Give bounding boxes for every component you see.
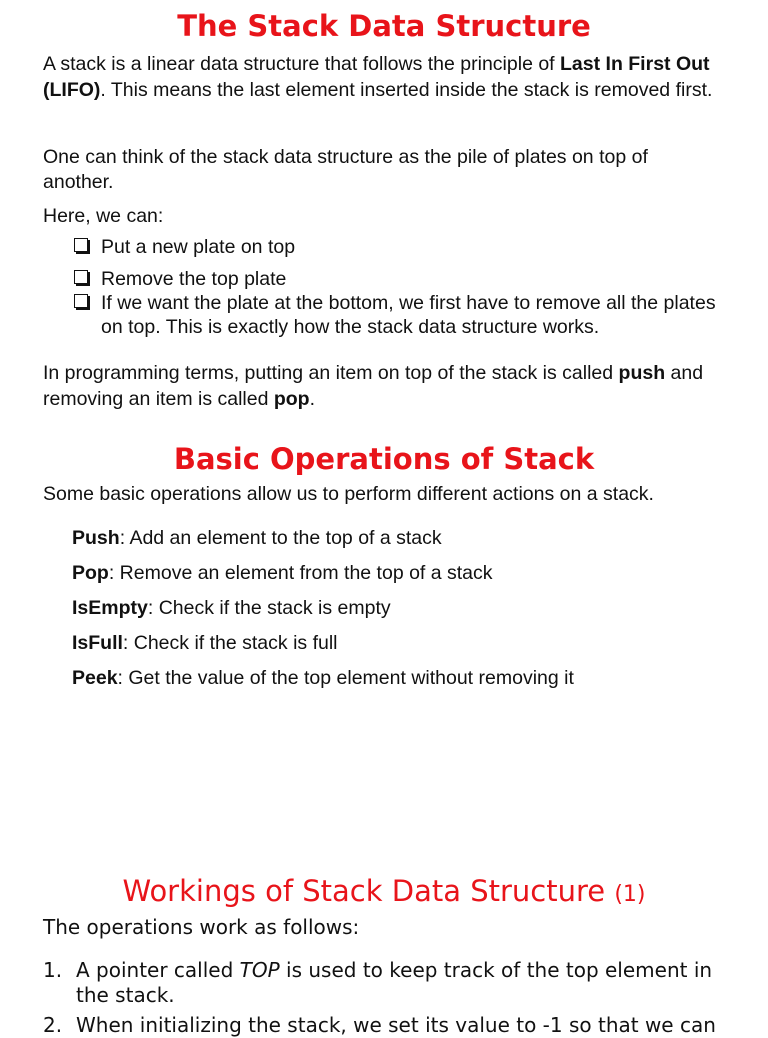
checklist-item-text: Put a new plate on top	[101, 236, 296, 258]
section-title-stack: The Stack Data Structure	[177, 9, 591, 43]
checklist-item	[74, 235, 724, 259]
operation-item	[72, 595, 732, 621]
checkbox-icon	[74, 238, 88, 252]
step-text-end: is used to keep track of the top element in the stack.	[76, 958, 713, 1007]
operation-name: IsEmpty	[72, 597, 148, 619]
step-text-start: When initializing the stack, we set its value to -1 so that we can	[76, 1013, 716, 1037]
lead-text: Here, we can:	[43, 205, 164, 227]
checklist-item-text: If we want the plate at the bottom, we first have to remove all the plates on top. This is exactly how the stack data structure works.	[101, 292, 716, 338]
push-term: push	[618, 362, 666, 384]
pop-term: pop	[273, 388, 310, 410]
step-item	[43, 1013, 723, 1038]
terms-text-mid: and removing an item is called	[43, 362, 704, 410]
workings-title-text: Workings of Stack Data Structure	[122, 874, 606, 908]
checklist-item-text: Remove the top plate	[101, 268, 287, 290]
operation-name: IsFull	[72, 632, 123, 654]
operation-name: Pop	[72, 562, 109, 584]
operation-desc: : Remove an element from the top of a stack	[108, 562, 493, 584]
section-title-workings	[0, 873, 768, 913]
step-item	[43, 958, 723, 1008]
checklist-item	[74, 267, 724, 291]
operation-desc: : Get the value of the top element without removing it	[117, 667, 574, 689]
operation-name: Peek	[72, 667, 118, 689]
intro-text-end: . This means the last element inserted inside the stack is removed first.	[100, 79, 713, 101]
step-number: 2.	[43, 1013, 63, 1037]
operation-desc: : Check if the stack is empty	[147, 597, 391, 619]
operation-item	[72, 560, 732, 586]
checkbox-icon	[74, 270, 88, 284]
section-title-operations: Basic Operations of Stack	[173, 442, 595, 476]
operation-item	[72, 525, 732, 551]
operation-desc: : Add an element to the top of a stack	[119, 527, 442, 549]
operations-intro: Some basic operations allow us to perform different actions on a stack.	[43, 483, 654, 505]
operation-item	[72, 630, 732, 656]
terms-paragraph	[43, 360, 723, 412]
intro-paragraph	[43, 51, 723, 103]
operation-item	[72, 665, 732, 691]
workings-title-part: (1)	[614, 882, 646, 907]
lifo-term: Last In First Out (LIFO)	[43, 53, 710, 101]
analogy-paragraph: One can think of the stack data structure as the pile of plates on top of another.	[43, 146, 648, 193]
operation-name: Push	[72, 527, 120, 549]
step-text	[43, 958, 723, 1008]
step-number: 1.	[43, 958, 63, 982]
terms-text: In programming terms, putting an item on top of the stack is called	[43, 362, 619, 384]
step-text-start: A pointer called	[76, 958, 240, 982]
workings-intro: The operations work as follows:	[43, 915, 360, 939]
top-pointer-term: TOP	[239, 958, 280, 982]
checkbox-icon	[74, 294, 88, 308]
terms-text-end: .	[309, 388, 316, 410]
checklist-item	[74, 291, 724, 339]
intro-text: A stack is a linear data structure that follows the principle of	[43, 53, 561, 75]
operation-desc: : Check if the stack is full	[122, 632, 338, 654]
step-text	[43, 1013, 723, 1038]
